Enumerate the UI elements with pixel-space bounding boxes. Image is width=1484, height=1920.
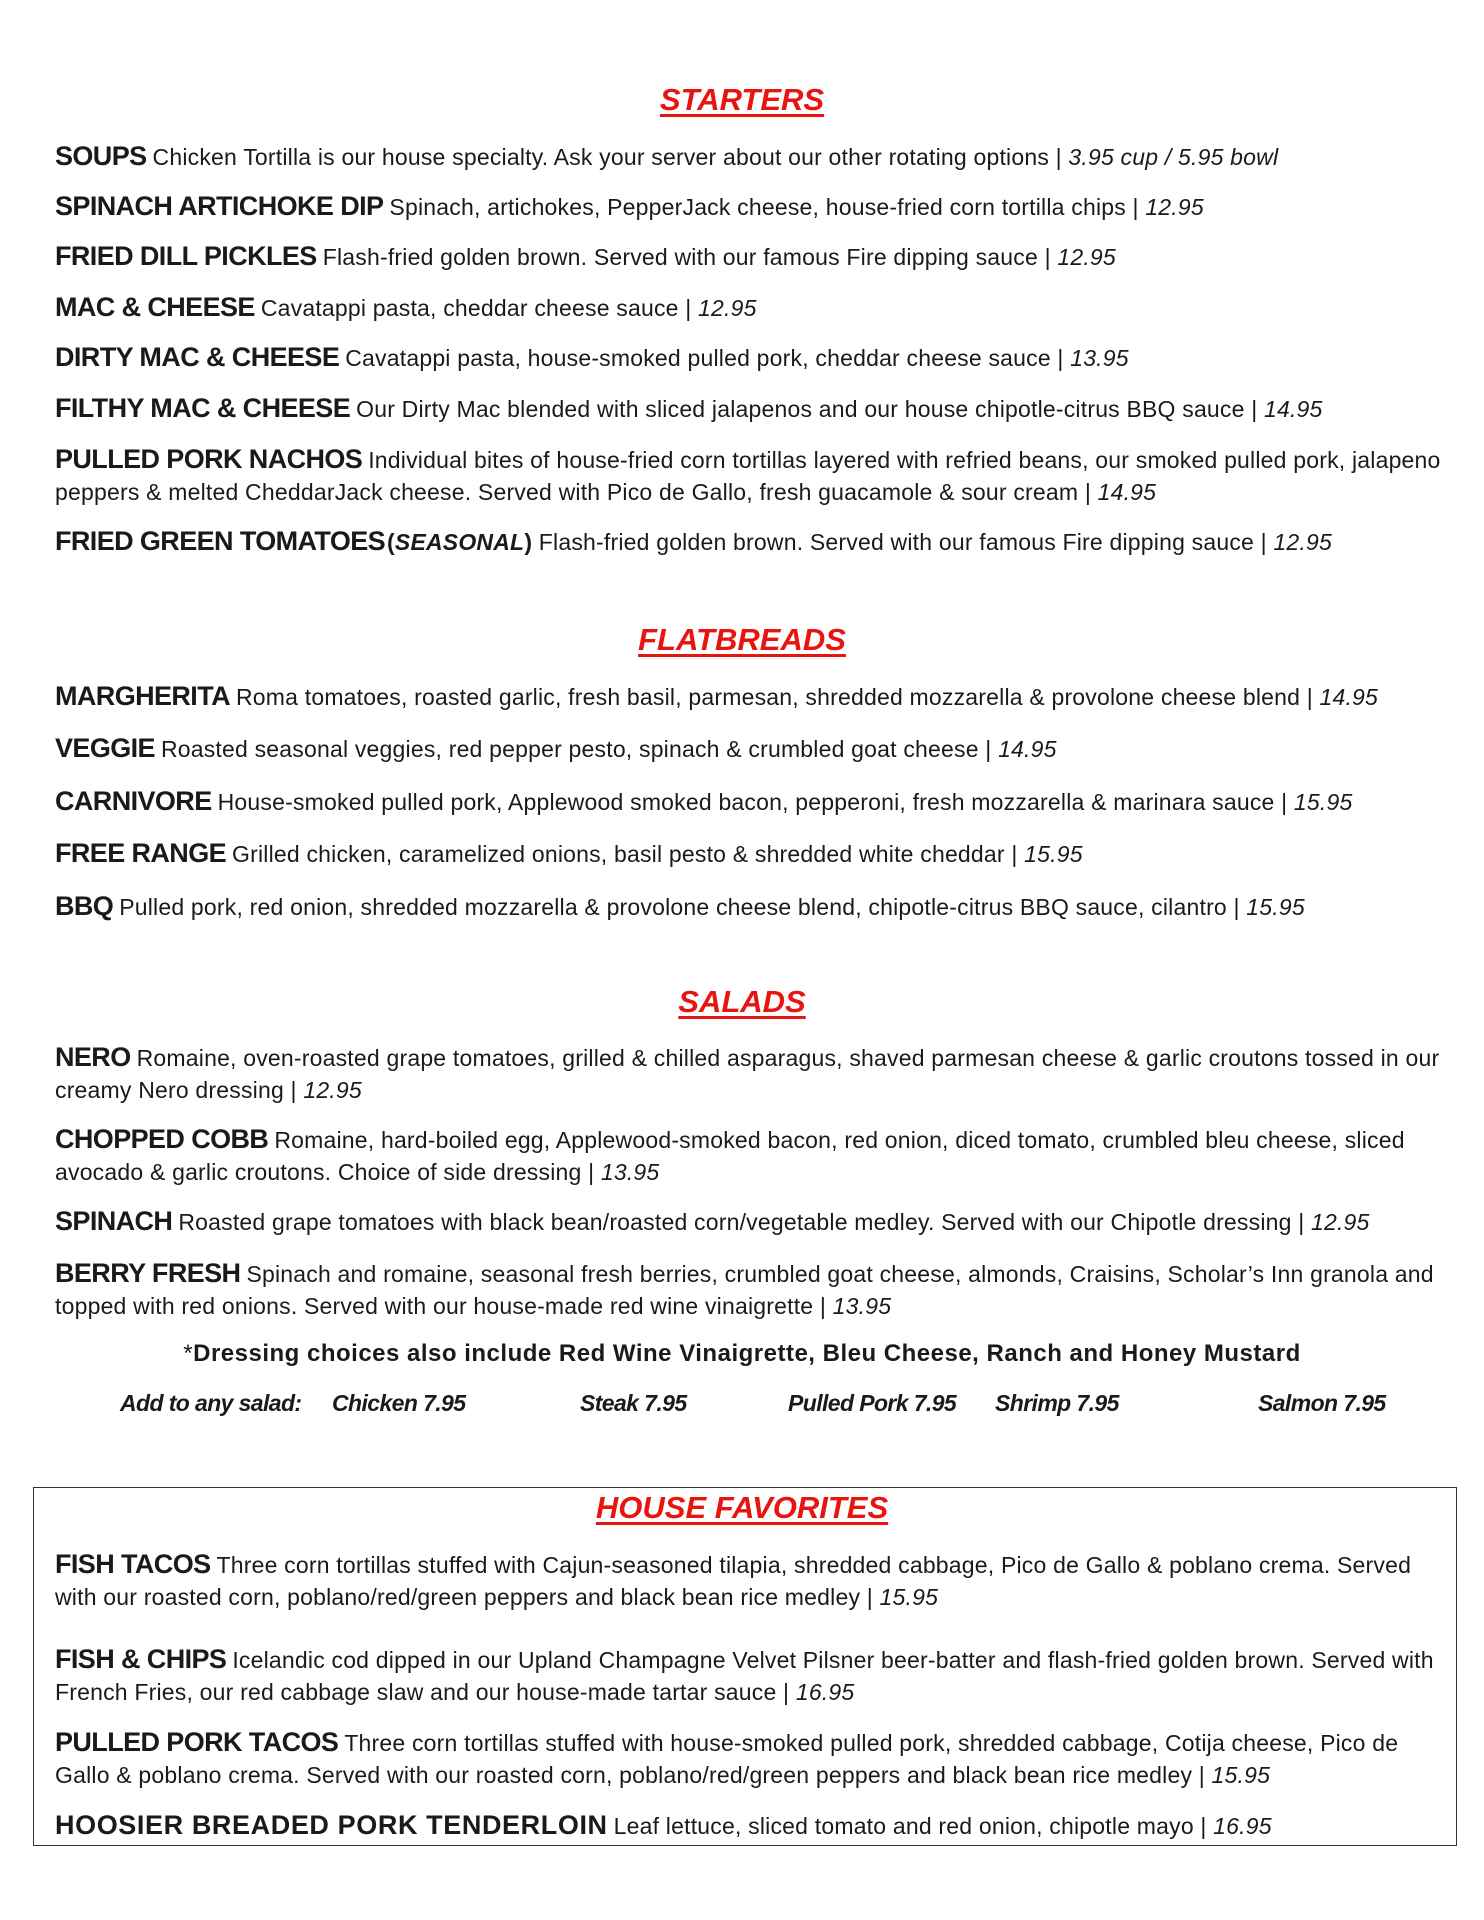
menu-item [55,785,1455,818]
item-name: FRIED DILL PICKLES [55,241,317,271]
item-description: Grilled chicken, caramelized onions, basil pesto & shredded white cheddar | [232,841,1025,867]
item-price: 14.95 [1097,479,1157,505]
item-price: 14.95 [1263,396,1323,422]
section-heading-starters: STARTERS [659,82,825,117]
item-description: Roasted grape tomatoes with black bean/roasted corn/vegetable medley. Served with our Chipotle dressing | [178,1209,1311,1235]
menu-item [55,1726,1455,1791]
item-name: BERRY FRESH [55,1258,241,1288]
menu-item [55,890,1455,923]
item-name: CARNIVORE [55,786,212,816]
item-name: FISH & CHIPS [55,1644,227,1674]
item-price: 15.95 [1024,841,1083,867]
item-description: Spinach and romaine, seasonal fresh berries, crumbled goat cheese, almonds, Craisins, Scholar’s Inn granola and topped with red onions. Served with our house-made red wine vinaigrette | [55,1261,1434,1319]
item-name: FISH TACOS [55,1549,211,1579]
item-name: MARGHERITA [55,681,230,711]
item-description: Cavatappi pasta, house-smoked pulled pork, cheddar cheese sauce | [345,345,1071,371]
section-heading-house-favorites: HOUSE FAVORITES [595,1490,889,1525]
item-price: 16.95 [1213,1813,1272,1839]
menu-item [55,1809,1455,1842]
item-name: FILTHY MAC & CHEESE [55,393,351,423]
item-description: Icelandic cod dipped in our Upland Champagne Velvet Pilsner beer-batter and flash-fried golden brown. Served with French Fries, our red cabbage slaw and our house-made tartar sauce | [55,1647,1434,1705]
section-heading-salads: SALADS [678,984,806,1019]
item-description: Individual bites of house-fried corn tortillas layered with refried beans, our smoked pulled pork, jalapeno peppers & melted CheddarJack cheese. Served with Pico de Gallo, fresh guacamole & sour cream | [55,447,1441,505]
addon-salmon: Salmon 7.95 [1258,1390,1386,1416]
item-description: Cavatappi pasta, cheddar cheese sauce | [260,295,699,321]
menu-item [55,1041,1455,1106]
item-name: PULLED PORK NACHOS [55,444,363,474]
item-name: SPINACH ARTICHOKE DIP [55,191,384,221]
dressing-note: *Dressing choices also include Red Wine Vinaigrette, Bleu Cheese, Ranch and Honey Mustard [183,1340,1301,1367]
menu-item [55,392,1455,425]
item-name: FREE RANGE [55,838,227,868]
menu-item [55,680,1455,713]
item-description: Chicken Tortilla is our house specialty. Ask your server about our other rotating options | [152,144,1069,170]
item-description: Romaine, hard-boiled egg, Applewood-smoked bacon, red onion, diced tomato, crumbled bleu cheese, sliced avocado & garlic croutons. Choice of side dressing | [55,1127,1405,1185]
item-description: Our Dirty Mac blended with sliced jalapenos and our house chipotle-citrus BBQ sauce | [356,396,1264,422]
section-heading-flatbreads: FLATBREADS [638,622,846,657]
menu-item [55,837,1455,870]
item-description: Romaine, oven-roasted grape tomatoes, grilled & chilled asparagus, shaved parmesan cheese & garlic croutons tossed in our creamy Nero dressing | [55,1045,1440,1103]
item-price: 15.95 [1293,789,1353,815]
item-name: MAC & CHEESE [55,292,255,322]
item-description: Flash-fried golden brown. Served with our famous Fire dipping sauce | [538,529,1274,555]
item-price: 12.95 [1273,529,1332,555]
addon-shrimp: Shrimp 7.95 [995,1390,1119,1416]
item-description: Pulled pork, red onion, shredded mozzarella & provolone cheese blend, chipotle-citrus BBQ sauce, cilantro | [119,894,1247,920]
item-price: 13.95 [1070,345,1129,371]
menu-item [55,341,1455,374]
item-price: 16.95 [795,1679,855,1705]
item-description: Three corn tortillas stuffed with Cajun-seasoned tilapia, shredded cabbage, Pico de Gallo & poblano crema. Served with our roasted corn, poblano/red/green peppers and black bean rice medley | [55,1552,1412,1610]
addons-label: Add to any salad: [120,1390,302,1416]
item-name: DIRTY MAC & CHEESE [55,342,340,372]
item-description: Roasted seasonal veggies, red pepper pesto, spinach & crumbled goat cheese | [160,736,999,762]
item-price: 15.95 [1246,894,1305,920]
item-price: 12.95 [1145,194,1204,220]
menu-item [55,525,1455,558]
item-description: Three corn tortillas stuffed with house-smoked pulled pork, shredded cabbage, Cotija cheese, Pico de Gallo & poblano crema. Served with our roasted corn, poblano/red/green peppers and black bean rice medley | [55,1730,1399,1788]
item-name: SOUPS [55,141,147,171]
menu-item [55,1205,1455,1238]
item-price: 14.95 [998,736,1057,762]
item-name: PULLED PORK TACOS [55,1727,339,1757]
item-name: VEGGIE [55,733,155,763]
addon-chicken: Chicken 7.95 [332,1390,466,1416]
item-price: 3.95 cup / 5.95 bowl [1068,144,1279,170]
addon-pulled-pork: Pulled Pork 7.95 [788,1390,957,1416]
item-price: 13.95 [832,1293,892,1319]
item-price: 12.95 [698,295,757,321]
item-price: 12.95 [303,1077,362,1103]
menu-item [55,1257,1455,1322]
item-price: 14.95 [1319,684,1379,710]
item-name: BBQ [55,891,114,921]
item-name: NERO [55,1042,131,1072]
item-description: Leaf lettuce, sliced tomato and red onion, chipotle mayo | [613,1813,1214,1839]
menu-item [55,1548,1455,1613]
item-price: 12.95 [1310,1209,1370,1235]
menu-item [55,240,1455,273]
item-description: Flash-fried golden brown. Served with our famous Fire dipping sauce | [322,244,1058,270]
item-description: House-smoked pulled pork, Applewood smoked bacon, pepperoni, fresh mozzarella & marinara sauce | [217,789,1294,815]
item-name: SPINACH [55,1206,173,1236]
item-description: Roma tomatoes, roasted garlic, fresh basil, parmesan, shredded mozzarella & provolone cheese blend | [236,684,1320,710]
menu-item [55,291,1455,324]
item-description: Spinach, artichokes, PepperJack cheese, house-fried corn tortilla chips | [389,194,1146,220]
item-price: 13.95 [600,1159,660,1185]
menu-item [55,140,1455,173]
menu-item [55,443,1455,508]
menu-item [55,1123,1455,1188]
item-name: HOOSIER BREADED PORK TENDERLOIN [55,1810,608,1840]
menu-item [55,732,1455,765]
item-name: FRIED GREEN TOMATOES [55,526,386,556]
seasonal-tag: (SEASONAL) [387,529,533,555]
menu-item [55,190,1455,223]
item-name: CHOPPED COBB [55,1124,269,1154]
item-price: 15.95 [879,1584,939,1610]
addon-steak: Steak 7.95 [580,1390,687,1416]
item-price: 15.95 [1211,1762,1271,1788]
menu-item [55,1643,1455,1708]
item-price: 12.95 [1057,244,1116,270]
